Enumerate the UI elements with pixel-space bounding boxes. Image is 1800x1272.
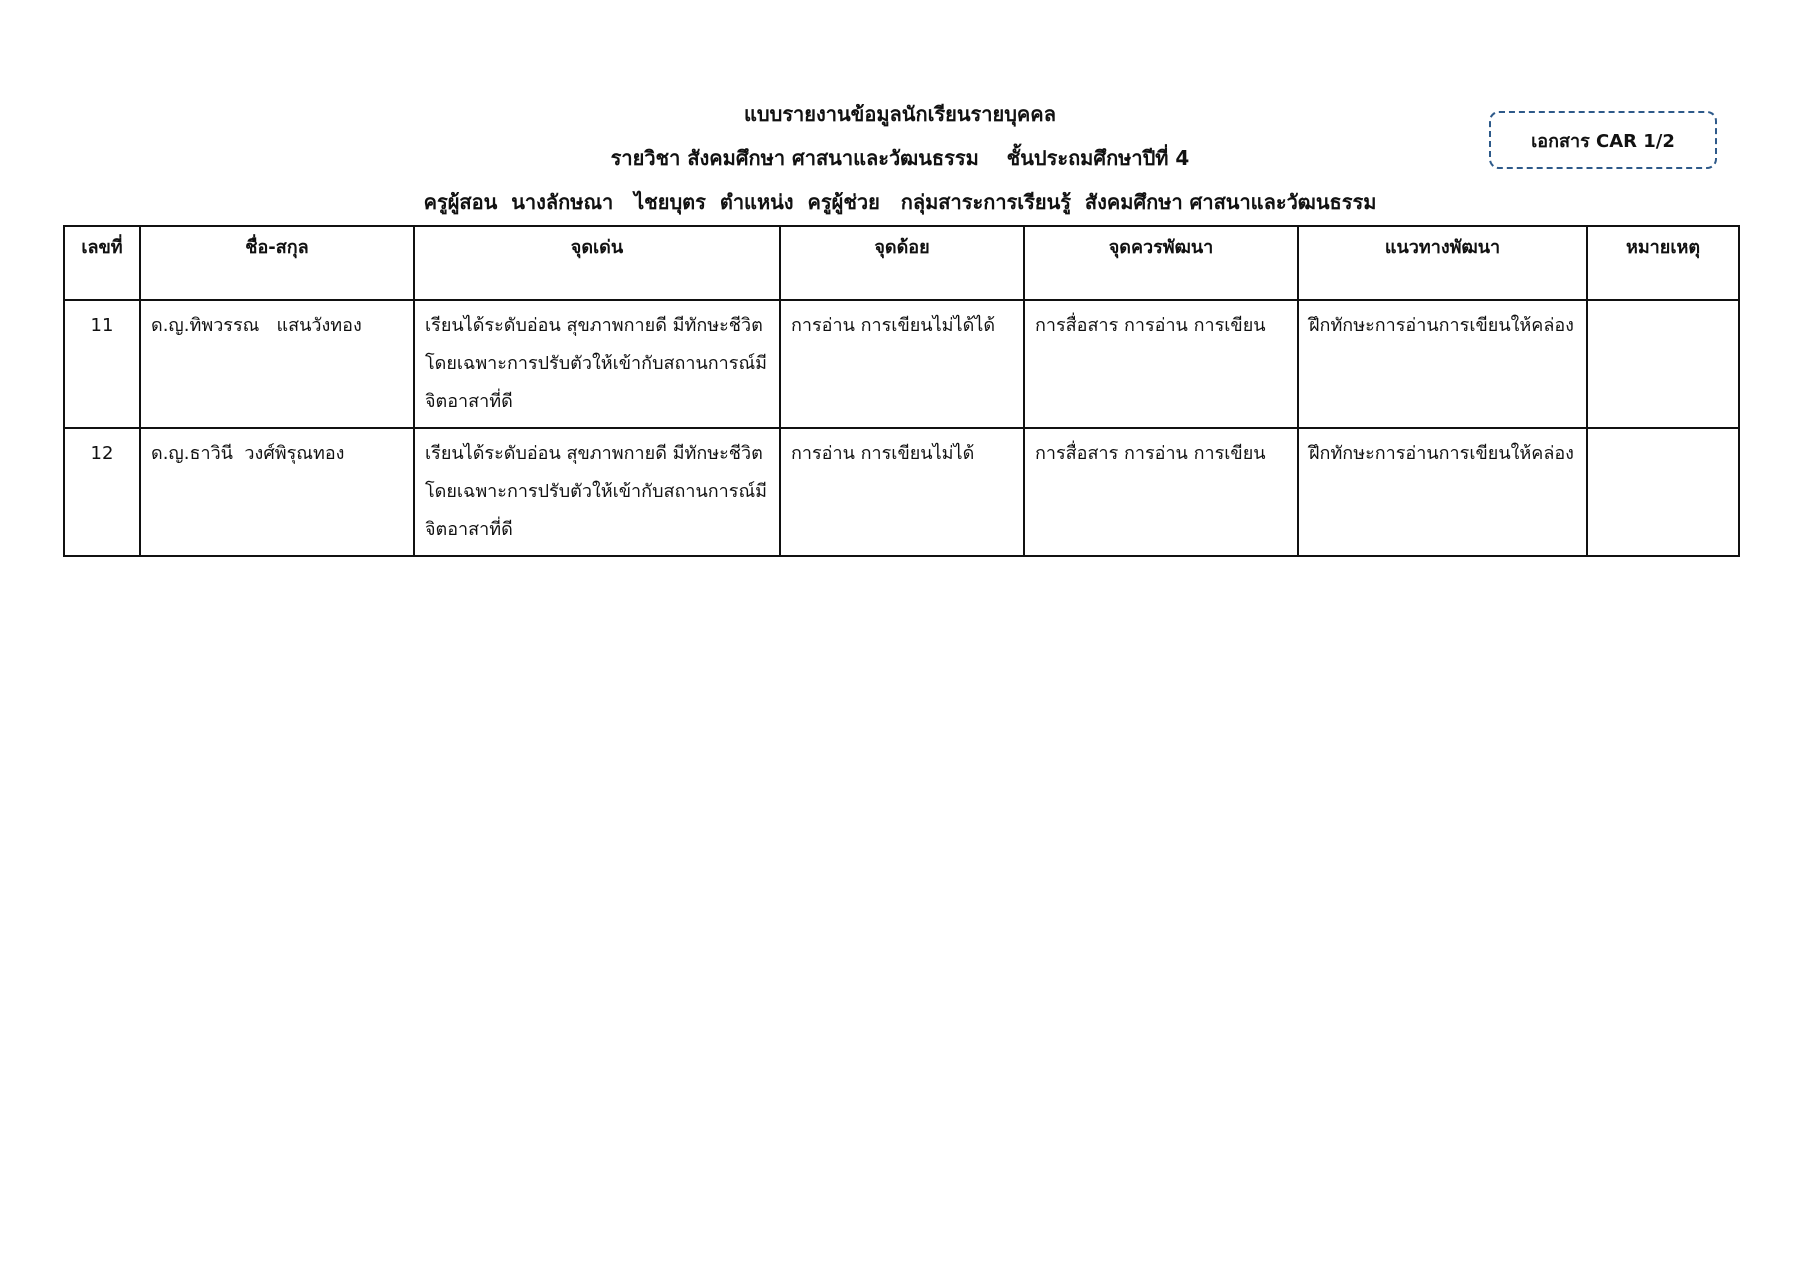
table-row <box>64 300 1739 428</box>
cell-to-improve: การสื่อสาร การอ่าน การเขียน <box>1024 300 1298 428</box>
column-header-number: เลขที่ <box>64 226 140 300</box>
cell-approach: ฝึกทักษะการอ่านการเขียนให้คล่อง <box>1298 300 1587 428</box>
cell-weaknesses: การอ่าน การเขียนไม่ได้ <box>780 428 1024 556</box>
subject-line: รายวิชา สังคมศึกษา ศาสนาและวัฒนธรรม ชั้นประถมศึกษาปีที่ 4 <box>610 146 1190 170</box>
student-report-table <box>63 225 1740 557</box>
cell-remarks <box>1587 300 1739 428</box>
cell-number: 12 <box>64 428 140 556</box>
table-header-row <box>64 226 1739 300</box>
cell-name: ด.ญ.ธาวินี วงศ์พิรุณทอง <box>140 428 414 556</box>
column-header-name: ชื่อ-สกุล <box>140 226 414 300</box>
teacher-line: ครูผู้สอน นางลักษณา ไชยบุตร ตำแหน่ง ครูผู้ช่วย กลุ่มสาระการเรียนรู้ สังคมศึกษา ศาสนาและวัฒนธรรม <box>423 190 1377 214</box>
cell-strengths: เรียนได้ระดับอ่อน สุขภาพกายดี มีทักษะชีวิตโดยเฉพาะการปรับตัวให้เข้ากับสถานการณ์มีจิตอาสาที่ดี <box>414 300 780 428</box>
cell-approach: ฝึกทักษะการอ่านการเขียนให้คล่อง <box>1298 428 1587 556</box>
cell-strengths: เรียนได้ระดับอ่อน สุขภาพกายดี มีทักษะชีวิตโดยเฉพาะการปรับตัวให้เข้ากับสถานการณ์มีจิตอาสาที่ดี <box>414 428 780 556</box>
column-header-remarks: หมายเหตุ <box>1587 226 1739 300</box>
cell-to-improve: การสื่อสาร การอ่าน การเขียน <box>1024 428 1298 556</box>
table-row <box>64 428 1739 556</box>
cell-remarks <box>1587 428 1739 556</box>
column-header-approach: แนวทางพัฒนา <box>1298 226 1587 300</box>
document-code-badge: เอกสาร CAR 1/2 <box>1489 111 1717 169</box>
column-header-to-improve: จุดควรพัฒนา <box>1024 226 1298 300</box>
cell-name: ด.ญ.ทิพวรรณ แสนวังทอง <box>140 300 414 428</box>
cell-weaknesses: การอ่าน การเขียนไม่ได้ได้ <box>780 300 1024 428</box>
cell-number: 11 <box>64 300 140 428</box>
column-header-strengths: จุดเด่น <box>414 226 780 300</box>
report-title: แบบรายงานข้อมูลนักเรียนรายบุคคล <box>744 102 1056 126</box>
column-header-weaknesses: จุดด้อย <box>780 226 1024 300</box>
